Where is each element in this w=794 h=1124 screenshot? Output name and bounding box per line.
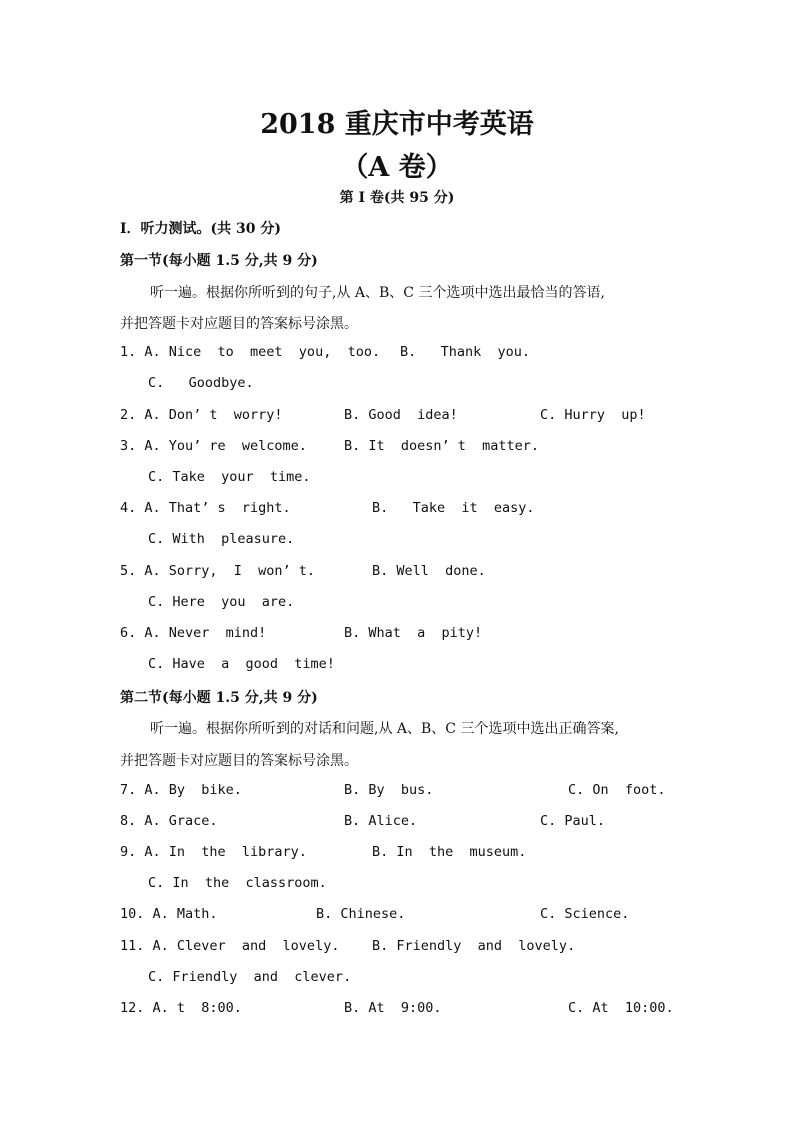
sub-section-2-heading: 第二节(每小题 1.5 分,共 9 分) (120, 690, 318, 706)
question-4-option-c: C. With pleasure. (148, 531, 295, 547)
question-1 (0, 344, 794, 364)
question-5-option-b: B. Well done. (372, 563, 486, 579)
question-3-option-b: B. It doesn’ t matter. (344, 438, 540, 454)
page-title: 2018 重庆市中考英语 (260, 109, 534, 140)
question-9-option-b: B. In the museum. (372, 844, 527, 860)
question-3-option-a: 3. A. You’ re welcome. (120, 438, 307, 454)
question-6-option-c: C. Have a good time! (148, 656, 335, 672)
question-4-option-a: 4. A. That’ s right. (120, 500, 291, 516)
question-4-option-b: B. Take it easy. (372, 500, 535, 516)
question-2-option-b: B. Good idea! (344, 407, 458, 423)
question-4 (0, 500, 794, 520)
question-5 (0, 563, 794, 583)
question-5-line2 (0, 594, 794, 614)
part-title: 第 I 卷(共 95 分) (339, 190, 455, 206)
question-11-option-b: B. Friendly and lovely. (372, 938, 576, 954)
question-1-line2 (0, 375, 794, 395)
question-2-option-a: 2. A. Don’ t worry! (120, 407, 283, 423)
question-9-option-a: 9. A. In the library. (120, 844, 307, 860)
question-4-line2 (0, 531, 794, 551)
question-1-option-b: B. Thank you. (400, 344, 531, 360)
page-subtitle: （A 卷） (341, 152, 453, 183)
question-1-option-a: 1. A. Nice to meet you, too. (120, 344, 381, 360)
question-3-line2 (0, 469, 794, 489)
question-7-option-c: C. On foot. (568, 782, 666, 798)
question-7 (0, 782, 794, 802)
question-12-option-a: 12. A. t 8:00. (120, 1000, 242, 1016)
question-10 (0, 906, 794, 926)
question-10-option-c: C. Science. (540, 906, 630, 922)
question-8-option-a: 8. A. Grace. (120, 813, 218, 829)
question-8-option-b: B. Alice. (344, 813, 418, 829)
question-2-option-c: C. Hurry up! (540, 407, 646, 423)
question-5-option-c: C. Here you are. (148, 594, 295, 610)
sub-section-1-instruction-line2: 并把答题卡对应题目的答案标号涂黑。 (120, 316, 358, 332)
question-2 (0, 407, 794, 427)
question-3 (0, 438, 794, 458)
sub-section-1-instruction-line1: 听一遍。根据你所听到的句子,从 A、B、C 三个选项中选出最恰当的答语, (150, 285, 605, 301)
sub-section-1-heading: 第一节(每小题 1.5 分,共 9 分) (120, 253, 318, 269)
sub-section-2-instruction-line2: 并把答题卡对应题目的答案标号涂黑。 (120, 753, 358, 769)
question-7-option-b: B. By bus. (344, 782, 434, 798)
question-11-line2 (0, 969, 794, 989)
question-9 (0, 844, 794, 864)
question-3-option-c: C. Take your time. (148, 469, 311, 485)
question-12-option-c: C. At 10:00. (568, 1000, 674, 1016)
question-10-option-b: B. Chinese. (316, 906, 406, 922)
question-5-option-a: 5. A. Sorry, I won’ t. (120, 563, 316, 579)
question-9-line2 (0, 875, 794, 895)
question-11-option-a: 11. A. Clever and lovely. (120, 938, 340, 954)
question-6-option-a: 6. A. Never mind! (120, 625, 267, 641)
question-10-option-a: 10. A. Math. (120, 906, 218, 922)
question-12-option-b: B. At 9:00. (344, 1000, 442, 1016)
question-9-option-c: C. In the classroom. (148, 875, 327, 891)
question-12 (0, 1000, 794, 1020)
question-6 (0, 625, 794, 645)
sub-section-2-instruction-line1: 听一遍。根据你所听到的对话和问题,从 A、B、C 三个选项中选出正确答案, (150, 721, 619, 737)
question-11-option-c: C. Friendly and clever. (148, 969, 352, 985)
question-6-line2 (0, 656, 794, 676)
question-8 (0, 813, 794, 833)
question-1-option-c: C. Goodbye. (148, 375, 254, 391)
question-8-option-c: C. Paul. (540, 813, 606, 829)
section-title: I．听力测试。(共 30 分) (120, 221, 282, 237)
question-7-option-a: 7. A. By bike. (120, 782, 242, 798)
question-11 (0, 938, 794, 958)
question-6-option-b: B. What a pity! (344, 625, 483, 641)
